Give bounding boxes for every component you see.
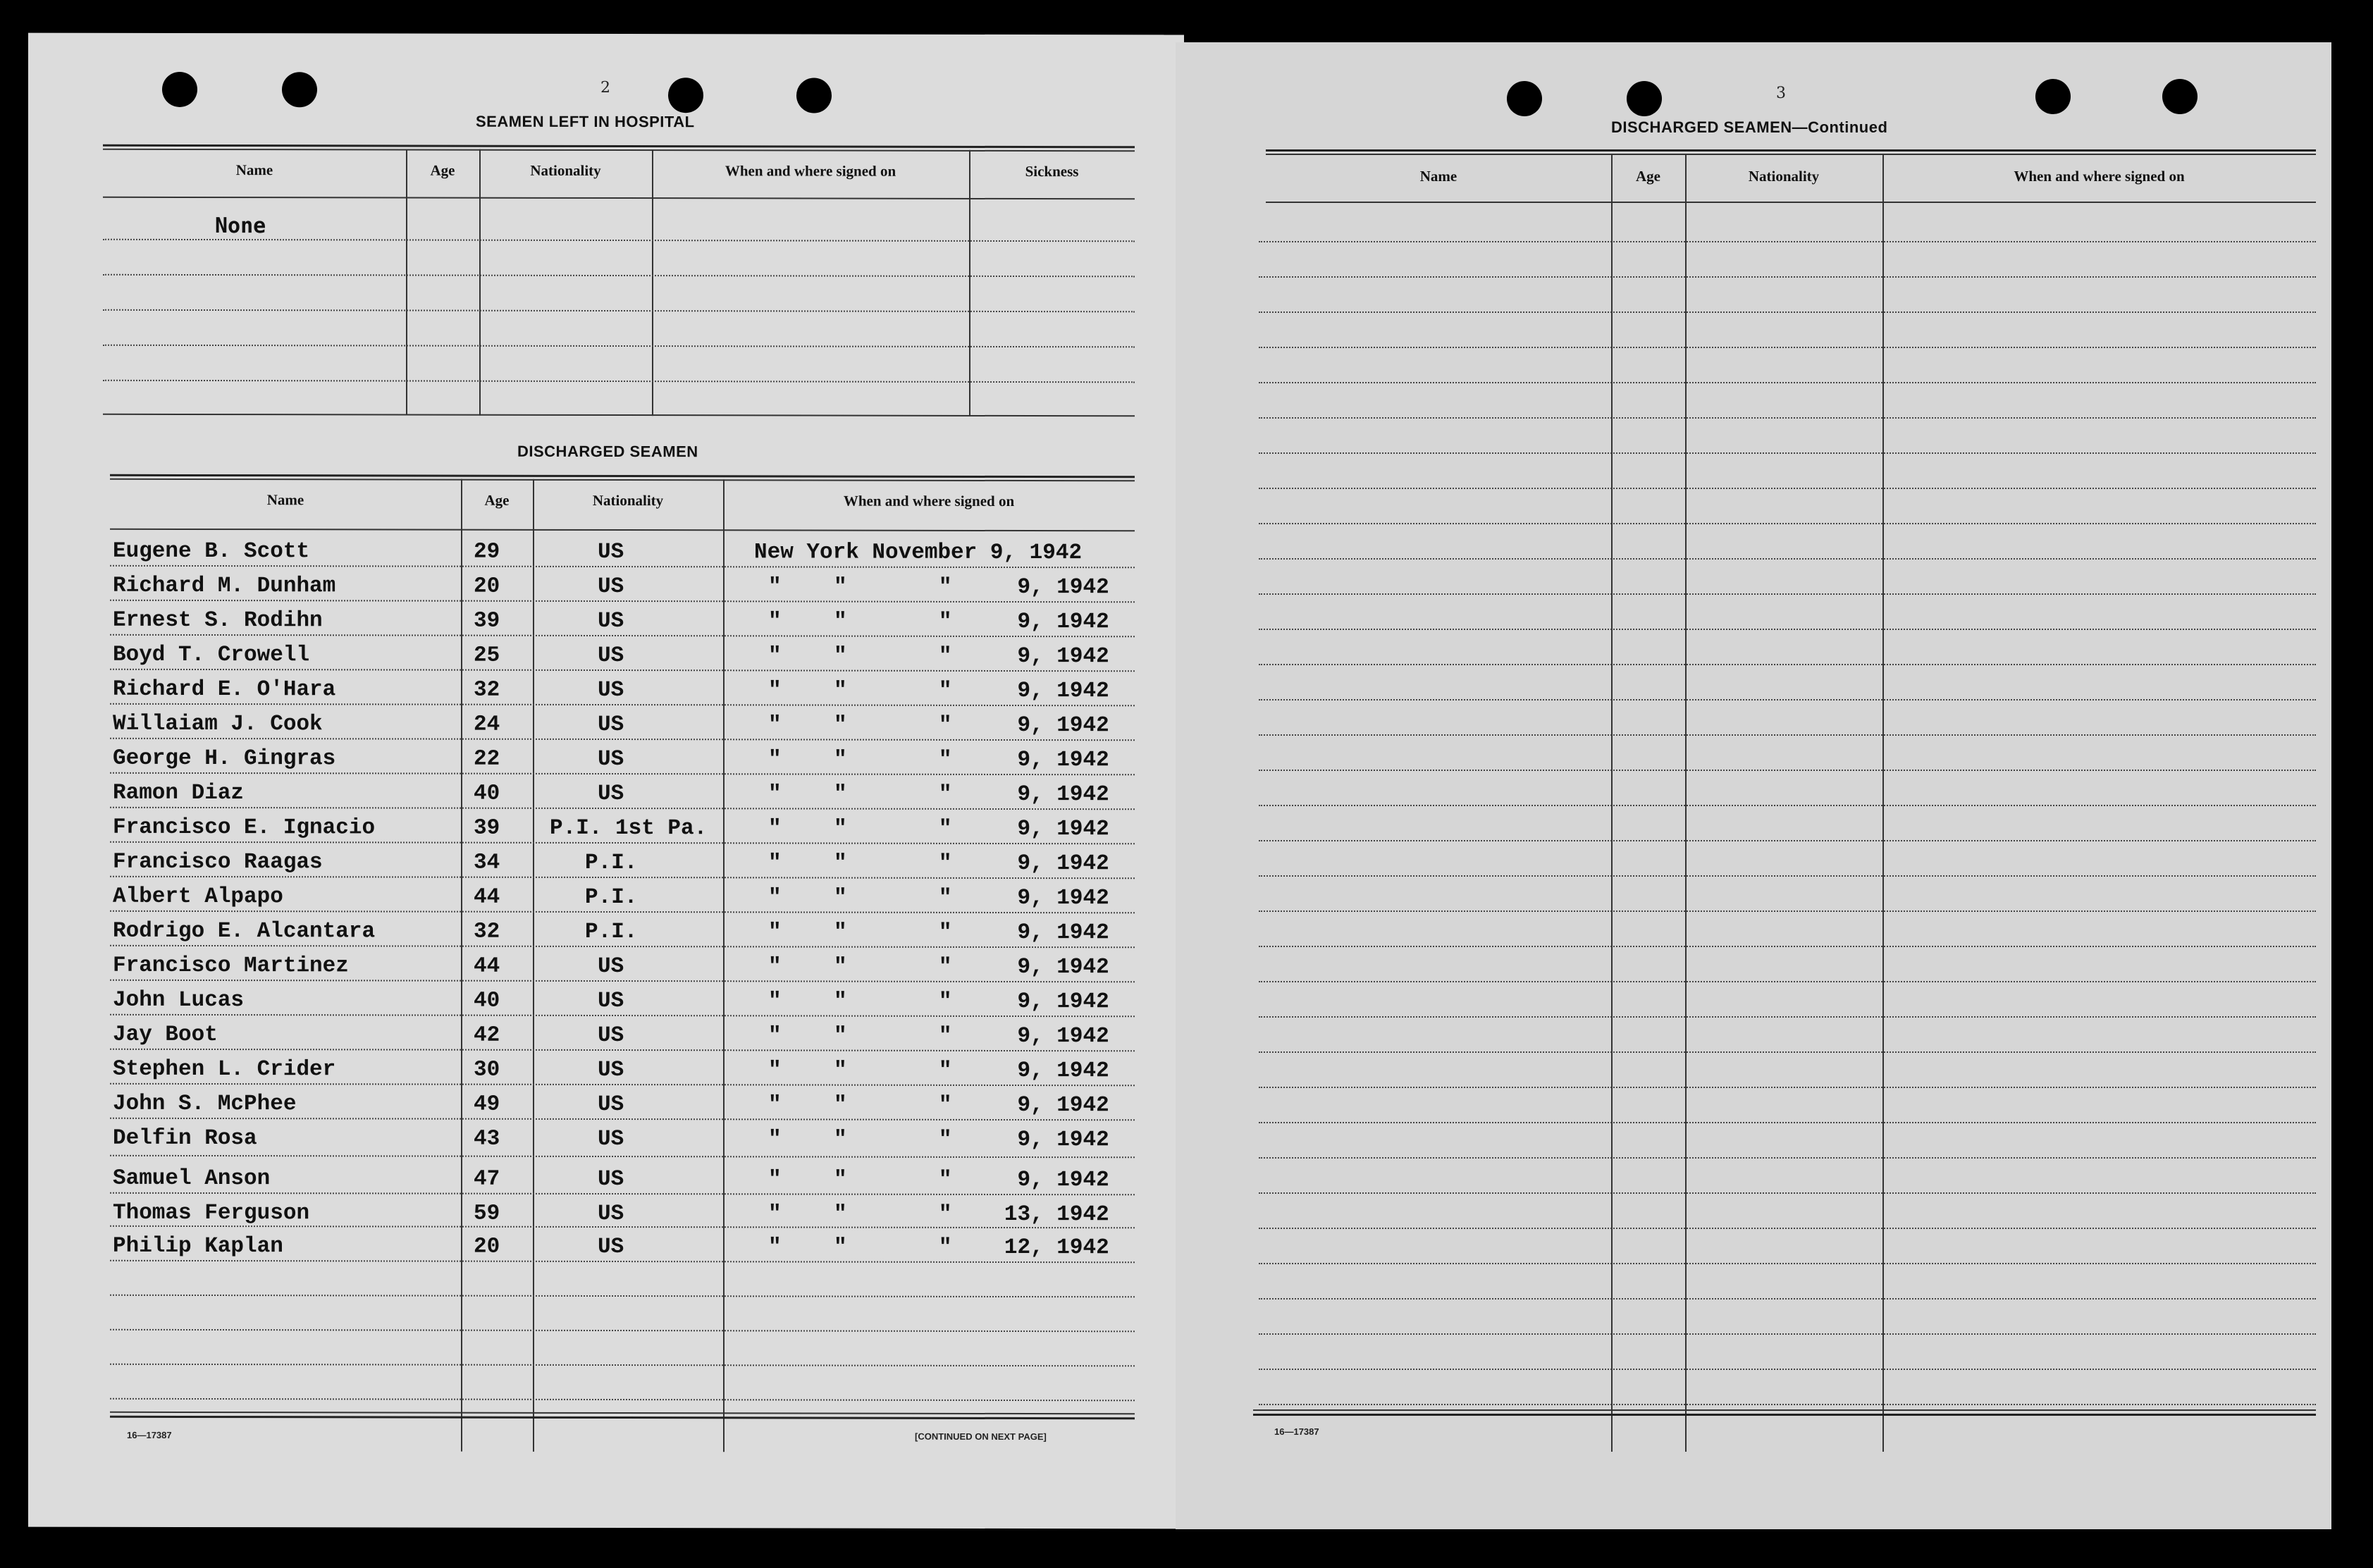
row-signed: " " " 9, 1942 bbox=[768, 989, 1109, 1015]
rule bbox=[1259, 664, 2316, 665]
punch-hole bbox=[162, 72, 197, 107]
hospital-header-signed: When and where signed on bbox=[725, 162, 896, 180]
form-number: 16—17387 bbox=[1274, 1426, 1319, 1437]
row-signed: " " " 13, 1942 bbox=[768, 1202, 1109, 1228]
column-divider bbox=[969, 150, 970, 416]
rule bbox=[1259, 382, 2316, 383]
discharged-header-age: Age bbox=[484, 491, 510, 509]
row-age: 42 bbox=[474, 1023, 500, 1048]
rule bbox=[1259, 1263, 2316, 1264]
rule bbox=[1259, 523, 2316, 524]
table-row bbox=[28, 1119, 1184, 1152]
rule bbox=[1253, 1414, 2316, 1416]
row-nationality: US bbox=[598, 781, 624, 807]
table-row bbox=[28, 601, 1184, 634]
continued-section-title: DISCHARGED SEAMEN—Continued bbox=[1611, 118, 1888, 136]
rule bbox=[110, 1398, 1135, 1402]
table-row bbox=[28, 636, 1184, 669]
row-age: 44 bbox=[474, 953, 500, 979]
row-nationality: US bbox=[598, 539, 624, 565]
row-name: Thomas Ferguson bbox=[113, 1200, 310, 1226]
row-age: 40 bbox=[474, 988, 500, 1013]
rule bbox=[1259, 1087, 2316, 1088]
row-age: 20 bbox=[474, 574, 500, 599]
rule bbox=[1259, 1404, 2316, 1405]
rule bbox=[103, 380, 1135, 383]
row-name: Francisco E. Ignacio bbox=[113, 815, 376, 841]
row-signed: " " " 9, 1942 bbox=[768, 712, 1109, 739]
row-signed: " " " 9, 1942 bbox=[768, 1023, 1109, 1049]
table-row bbox=[28, 1159, 1184, 1192]
rule bbox=[110, 1364, 1135, 1367]
rule bbox=[103, 345, 1135, 348]
row-signed: " " " 9, 1942 bbox=[768, 816, 1109, 842]
row-name: Boyd T. Crowell bbox=[113, 642, 310, 668]
row-age: 20 bbox=[474, 1234, 500, 1259]
rule bbox=[103, 149, 1135, 152]
rule bbox=[1259, 734, 2316, 736]
rule bbox=[1259, 1051, 2316, 1053]
column-divider bbox=[1882, 154, 1884, 1452]
rule bbox=[1253, 1409, 2316, 1411]
rule bbox=[103, 239, 1135, 242]
punch-hole bbox=[668, 78, 703, 113]
table-row bbox=[28, 808, 1184, 841]
row-name: Delfin Rosa bbox=[113, 1125, 257, 1152]
table-row bbox=[28, 567, 1184, 600]
punch-hole bbox=[796, 78, 832, 113]
punch-hole bbox=[2162, 79, 2198, 114]
rule bbox=[1259, 347, 2316, 348]
table-row bbox=[28, 739, 1184, 772]
hospital-header-sickness: Sickness bbox=[1025, 163, 1079, 180]
row-name: John Lucas bbox=[113, 987, 245, 1013]
left-page bbox=[28, 33, 1184, 1529]
table-row bbox=[28, 1085, 1184, 1118]
row-nationality: US bbox=[598, 1201, 624, 1227]
row-signed: " " " 9, 1942 bbox=[768, 851, 1109, 877]
rule bbox=[1266, 202, 2316, 203]
rule bbox=[1259, 1122, 2316, 1123]
discharged-section-title: DISCHARGED SEAMEN bbox=[517, 442, 698, 461]
rule bbox=[1259, 1192, 2316, 1194]
row-age: 44 bbox=[474, 884, 500, 910]
continued-note: [CONTINUED ON NEXT PAGE] bbox=[915, 1431, 1047, 1443]
row-age: 43 bbox=[474, 1126, 500, 1152]
hospital-section-title: SEAMEN LEFT IN HOSPITAL bbox=[476, 112, 695, 131]
row-name: Samuel Anson bbox=[113, 1166, 271, 1192]
row-name: Stephen L. Crider bbox=[113, 1056, 336, 1082]
rule bbox=[1259, 875, 2316, 877]
row-name: Francisco Raagas bbox=[113, 849, 323, 875]
row-nationality: US bbox=[598, 1234, 624, 1260]
discharged-header-signed: When and where signed on bbox=[843, 492, 1015, 510]
rule bbox=[1259, 1228, 2316, 1229]
table-row bbox=[28, 843, 1184, 876]
row-name: Ramon Diaz bbox=[113, 780, 245, 806]
hospital-header-age: Age bbox=[430, 161, 455, 179]
row-nationality: P.I. bbox=[585, 919, 638, 945]
rule bbox=[1259, 770, 2316, 771]
row-name: George H. Gingras bbox=[113, 746, 336, 772]
table-row bbox=[28, 1194, 1184, 1227]
rule bbox=[1259, 488, 2316, 489]
punch-hole bbox=[1627, 81, 1662, 116]
rule bbox=[110, 1329, 1135, 1333]
row-signed: " " " 9, 1942 bbox=[768, 782, 1109, 808]
table-row bbox=[28, 946, 1184, 980]
column-divider bbox=[652, 149, 653, 416]
rule bbox=[1266, 154, 2316, 155]
table-row bbox=[28, 532, 1184, 565]
rule bbox=[1259, 417, 2316, 419]
row-signed: " " " 9, 1942 bbox=[768, 920, 1109, 946]
rule bbox=[1259, 1333, 2316, 1335]
row-nationality: US bbox=[598, 1057, 624, 1083]
rule bbox=[110, 474, 1135, 479]
row-signed: " " " 9, 1942 bbox=[768, 609, 1109, 635]
rule bbox=[1259, 452, 2316, 454]
table-row bbox=[28, 981, 1184, 1014]
rule bbox=[1259, 981, 2316, 982]
rule bbox=[1259, 699, 2316, 700]
right-page bbox=[1176, 42, 2331, 1529]
continued-header-name: Name bbox=[1419, 168, 1457, 185]
rule bbox=[103, 414, 1135, 417]
row-age: 39 bbox=[474, 815, 500, 841]
row-nationality: US bbox=[598, 712, 624, 738]
continued-header-age: Age bbox=[1636, 168, 1660, 185]
rule bbox=[103, 274, 1135, 278]
rule bbox=[110, 479, 1135, 482]
discharged-header-nationality: Nationality bbox=[592, 491, 664, 510]
row-signed: " " " 9, 1942 bbox=[768, 1058, 1109, 1084]
rule bbox=[1259, 805, 2316, 806]
row-age: 39 bbox=[474, 608, 500, 634]
rule bbox=[1259, 1157, 2316, 1159]
table-row bbox=[28, 877, 1184, 910]
row-name: Ernest S. Rodihn bbox=[113, 607, 323, 634]
row-signed: " " " 9, 1942 bbox=[768, 1092, 1109, 1118]
row-nationality: US bbox=[598, 1166, 624, 1192]
hospital-header-nationality: Nationality bbox=[530, 161, 601, 179]
rule bbox=[1259, 1298, 2316, 1300]
table-row bbox=[28, 670, 1184, 703]
rule bbox=[1259, 311, 2316, 313]
row-signed: " " " 12, 1942 bbox=[768, 1235, 1109, 1261]
row-age: 59 bbox=[474, 1201, 500, 1226]
row-signed: " " " 9, 1942 bbox=[768, 678, 1109, 704]
row-name: Albert Alpapo bbox=[113, 884, 283, 910]
page-number: 3 bbox=[1776, 85, 1786, 102]
rule bbox=[1259, 1016, 2316, 1018]
row-age: 24 bbox=[474, 712, 500, 737]
page-number: 2 bbox=[600, 78, 610, 97]
punch-hole bbox=[282, 72, 317, 107]
row-signed: " " " 9, 1942 bbox=[768, 885, 1109, 911]
rule bbox=[1259, 946, 2316, 947]
row-nationality: P.I. bbox=[585, 884, 638, 910]
rule bbox=[1259, 840, 2316, 841]
row-nationality: US bbox=[598, 677, 624, 703]
form-number: 16—17387 bbox=[127, 1429, 172, 1440]
row-signed: " " " 9, 1942 bbox=[768, 643, 1109, 669]
row-age: 40 bbox=[474, 781, 500, 806]
row-name: Rodrigo E. Alcantara bbox=[113, 918, 376, 944]
row-age: 32 bbox=[474, 919, 500, 944]
column-divider bbox=[406, 149, 407, 416]
rule bbox=[110, 1295, 1135, 1298]
row-signed: " " " 9, 1942 bbox=[768, 1167, 1109, 1193]
punch-hole bbox=[1507, 81, 1542, 116]
rule bbox=[1259, 241, 2316, 242]
rule bbox=[110, 1412, 1135, 1415]
rule bbox=[1259, 629, 2316, 630]
table-row bbox=[28, 1050, 1184, 1083]
punch-hole bbox=[2035, 79, 2071, 114]
row-nationality: P.I. 1st Pa. bbox=[550, 815, 708, 841]
rule bbox=[103, 309, 1135, 313]
discharged-header-name: Name bbox=[266, 491, 304, 509]
row-age: 22 bbox=[474, 746, 500, 772]
row-nationality: US bbox=[598, 953, 624, 980]
hospital-none-entry: None bbox=[215, 214, 266, 239]
rule bbox=[1259, 276, 2316, 278]
row-signed: " " " 9, 1942 bbox=[768, 1127, 1109, 1153]
rule bbox=[110, 1416, 1135, 1420]
row-nationality: US bbox=[598, 643, 624, 669]
row-nationality: US bbox=[598, 574, 624, 600]
row-name: Jay Boot bbox=[113, 1022, 218, 1048]
rule bbox=[103, 197, 1135, 200]
row-nationality: US bbox=[598, 1092, 624, 1118]
rule bbox=[1259, 593, 2316, 595]
rule bbox=[1266, 149, 2316, 152]
row-nationality: US bbox=[598, 1023, 624, 1049]
table-row bbox=[28, 1016, 1184, 1049]
table-row bbox=[28, 705, 1184, 738]
row-signed: " " " 9, 1942 bbox=[768, 954, 1109, 980]
hospital-header-name: Name bbox=[235, 161, 273, 179]
row-signed: " " " 9, 1942 bbox=[768, 574, 1109, 600]
row-age: 49 bbox=[474, 1092, 500, 1117]
row-age: 29 bbox=[474, 539, 500, 564]
row-age: 34 bbox=[474, 850, 500, 875]
table-row bbox=[28, 912, 1184, 945]
column-divider bbox=[1611, 154, 1613, 1452]
row-name: Philip Kaplan bbox=[113, 1233, 283, 1259]
row-nationality: US bbox=[598, 608, 624, 634]
row-nationality: US bbox=[598, 988, 624, 1014]
row-name: John S. McPhee bbox=[113, 1091, 297, 1117]
row-name: Francisco Martinez bbox=[113, 953, 349, 979]
continued-header-signed: When and where signed on bbox=[2014, 168, 2185, 185]
table-row bbox=[28, 774, 1184, 807]
rule bbox=[1259, 910, 2316, 912]
row-name: Eugene B. Scott bbox=[113, 538, 310, 564]
row-age: 25 bbox=[474, 643, 500, 668]
row-age: 32 bbox=[474, 677, 500, 703]
table-row bbox=[28, 1227, 1184, 1260]
column-divider bbox=[479, 149, 481, 416]
row-age: 30 bbox=[474, 1057, 500, 1082]
rule bbox=[103, 144, 1135, 149]
continued-header-nationality: Nationality bbox=[1748, 168, 1820, 185]
row-signed: New York November 9, 1942 bbox=[754, 540, 1083, 566]
row-name: Willaiam J. Cook bbox=[113, 711, 323, 737]
rule bbox=[1259, 558, 2316, 560]
row-name: Richard E. O'Hara bbox=[113, 677, 336, 703]
row-nationality: US bbox=[598, 746, 624, 772]
row-nationality: US bbox=[598, 1126, 624, 1152]
rule bbox=[110, 529, 1135, 532]
row-nationality: P.I. bbox=[585, 850, 638, 876]
rule bbox=[1259, 1369, 2316, 1370]
column-divider bbox=[1685, 154, 1687, 1452]
row-age: 47 bbox=[474, 1166, 500, 1192]
row-signed: " " " 9, 1942 bbox=[768, 747, 1109, 773]
row-name: Richard M. Dunham bbox=[113, 573, 336, 599]
